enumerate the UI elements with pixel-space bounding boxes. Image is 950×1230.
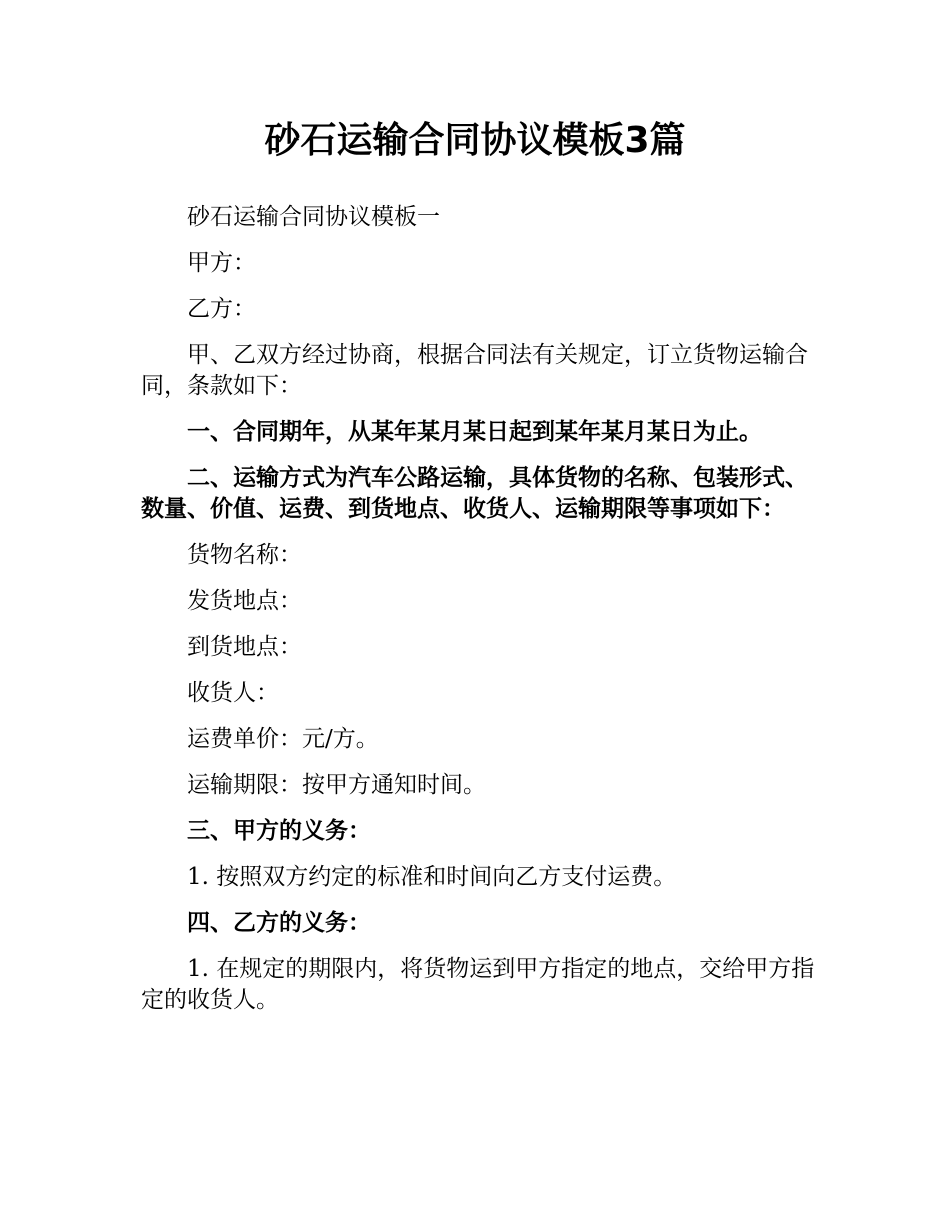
document-title: 砂石运输合同协议模板3篇: [264, 120, 686, 161]
section-heading: 砂石运输合同协议模板一: [187, 204, 440, 230]
field-transport-period: 运输期限：按甲方通知时间。: [187, 772, 486, 798]
party-a-line: 甲方：: [187, 250, 256, 276]
clause-4: 四、乙方的义务：: [187, 910, 371, 936]
clause-4-item-1: 1. 在规定的期限内，将货物运到甲方指定的地点，交给甲方指定的收货人。: [141, 956, 815, 1013]
party-b-line: 乙方：: [187, 296, 256, 322]
field-ship-to: 到货地点：: [187, 634, 302, 660]
document-body: [141, 202, 817, 1031]
clause-1: 一、合同期年，从某年某月某日起到某年某月某日为止。: [187, 419, 762, 445]
field-ship-from: 发货地点：: [187, 588, 302, 614]
clause-3: 三、甲方的义务：: [187, 818, 371, 844]
clause-2: 二、运输方式为汽车公路运输，具体货物的名称、包装形式、数量、价值、运费、到货地点、收货人、运输期限等事项如下：: [141, 465, 808, 522]
intro-paragraph: 甲、乙双方经过协商，根据合同法有关规定，订立货物运输合同，条款如下：: [141, 342, 808, 399]
field-consignee: 收货人：: [187, 680, 279, 706]
field-unit-price: 运费单价：元/方。: [187, 726, 379, 752]
field-goods-name: 货物名称：: [187, 542, 302, 568]
clause-3-item-1: 1. 按照双方约定的标准和时间向乙方支付运费。: [187, 864, 677, 890]
